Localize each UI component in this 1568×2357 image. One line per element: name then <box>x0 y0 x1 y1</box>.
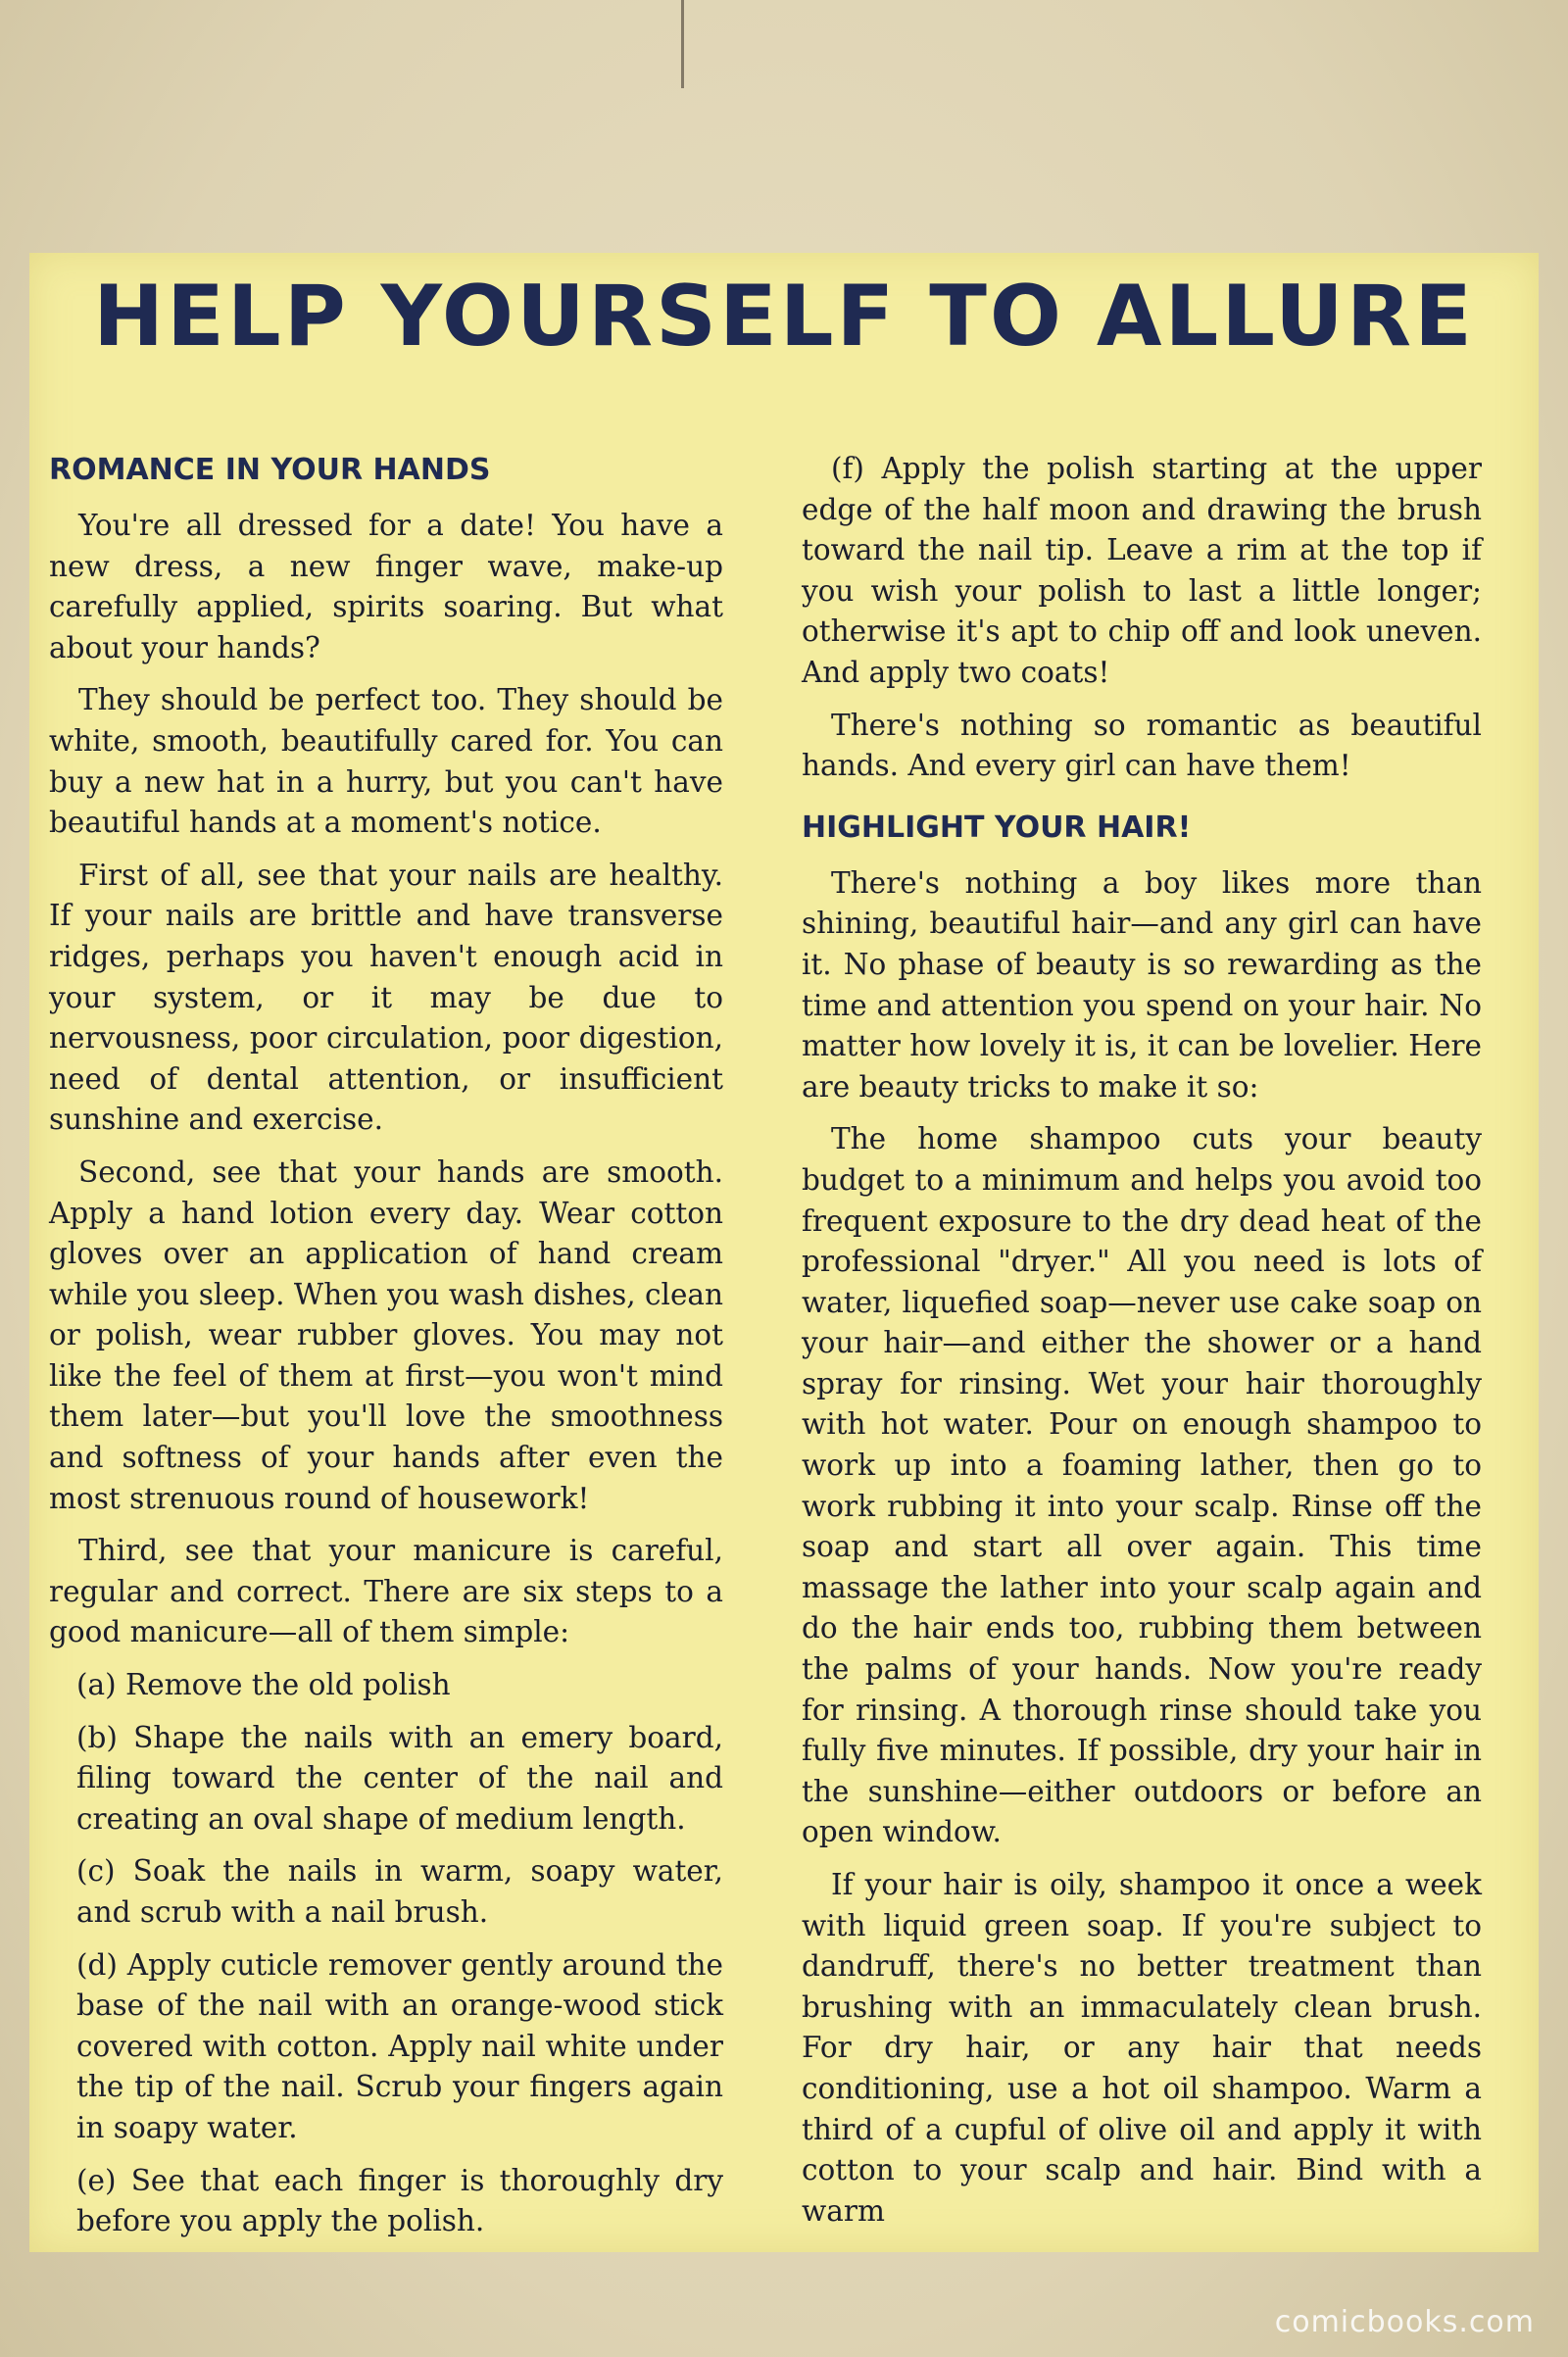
paragraph: If your hair is oily, shampoo it once a week with liquid green soap. If you're subject to dandruff, there's no better treatment than brushing with an immaculately clean brush. For dry hair, or any hair that needs conditioning, use a hot oil shampoo. Warm a third of a cupful of olive oil and apply it with cotton to your scalp and hair. Bind with a warm <box>802 1868 1482 2228</box>
manicure-step: (d) Apply cuticle remover gently around the base of the nail with an orange-wood stick covered with cotton. Apply nail white under the tip of the nail. Scrub your fingers again in soapy water. <box>76 1947 723 2144</box>
manicure-step: (b) Shape the nails with an emery board, filing toward the center of the nail and creating an oval shape of medium length. <box>76 1720 723 1836</box>
article-title: HELP YOURSELF TO ALLURE <box>93 268 1475 366</box>
page-fold-line <box>681 0 684 88</box>
manicure-step: (e) See that each finger is thoroughly dry before you apply the polish. <box>76 2163 723 2238</box>
right-column <box>802 449 1482 2243</box>
manicure-step: (c) Soak the nails in warm, soapy water, and scrub with a nail brush. <box>76 1854 723 1929</box>
paragraph: There's nothing so romantic as beautiful hands. And every girl can have them! <box>802 708 1482 783</box>
manicure-step: (f) Apply the polish starting at the upper edge of the half moon and drawing the brush toward the nail tip. Leave a rim at the top if you wish your polish to last a little longer; otherwise it's apt to chip off and look uneven. And apply two coats! <box>802 452 1482 689</box>
paragraph: Second, see that your hands are smooth. Apply a hand lotion every day. Wear cotton gloves over an application of hand cream while you sleep. When you wash dishes, clean or polish, wear rubber gloves. You may not like the feel of them at first—you won't mind them later—but you'll love the smoothness and softness of your hands after even the most strenuous round of housework! <box>49 1154 724 1515</box>
left-column <box>49 449 723 2254</box>
paragraph: They should be perfect too. They should be white, smooth, beautifully cared for. You can buy a new hat in a hurry, but you can't have beautiful hands at a moment's notice. <box>49 683 723 840</box>
manicure-step: (a) Remove the old polish <box>76 1668 451 1702</box>
paragraph: There's nothing a boy likes more than shining, beautiful hair—and any girl can have it. No phase of beauty is so rewarding as the time and attention you spend on your hair. No matter how lovely it is, it can be lovelier. Here are beauty tricks to make it so: <box>802 865 1482 1104</box>
paragraph: Third, see that your manicure is careful, regular and correct. There are six steps to a good manicure—all of them simple: <box>49 1534 723 1649</box>
paragraph: The home shampoo cuts your beauty budget to a minimum and helps you avoid too frequent exposure to the dry dead heat of the professional "dryer." All you need is lots of water, liquefied soap—never use cake soap on your hair—and either the shower or a hand spray for rinsing. Wet your hair thoroughly with hot water. Pour on enough shampoo to work up into a foaming lather, then go to work rubbing it into your scalp. Rinse off the soap and start all over again. This time massage the lather into your scalp again and do the hair ends too, rubbing them between the palms of your hands. Now you're ready for rinsing. A thorough rinse should take you fully five minutes. If possible, dry your hair in the sunshine—either outdoors or before an open window. <box>802 1122 1482 1849</box>
section-heading-hands: ROMANCE IN YOUR HANDS <box>49 453 491 487</box>
section-heading-hair: HIGHLIGHT YOUR HAIR! <box>802 810 1192 845</box>
paragraph: You're all dressed for a date! You have a new dress, a new finger wave, make-up carefully applied, spirits soaring. But what about your hands? <box>49 509 723 664</box>
paragraph: First of all, see that your nails are healthy. If your nails are brittle and have transverse ridges, perhaps you haven't enough acid in your system, or it may be due to nervousness, poor circulation, poor digestion, need of dental attention, or insufficient sunshine and exercise. <box>49 858 723 1137</box>
watermark: comicbooks.com <box>1274 2305 1535 2339</box>
